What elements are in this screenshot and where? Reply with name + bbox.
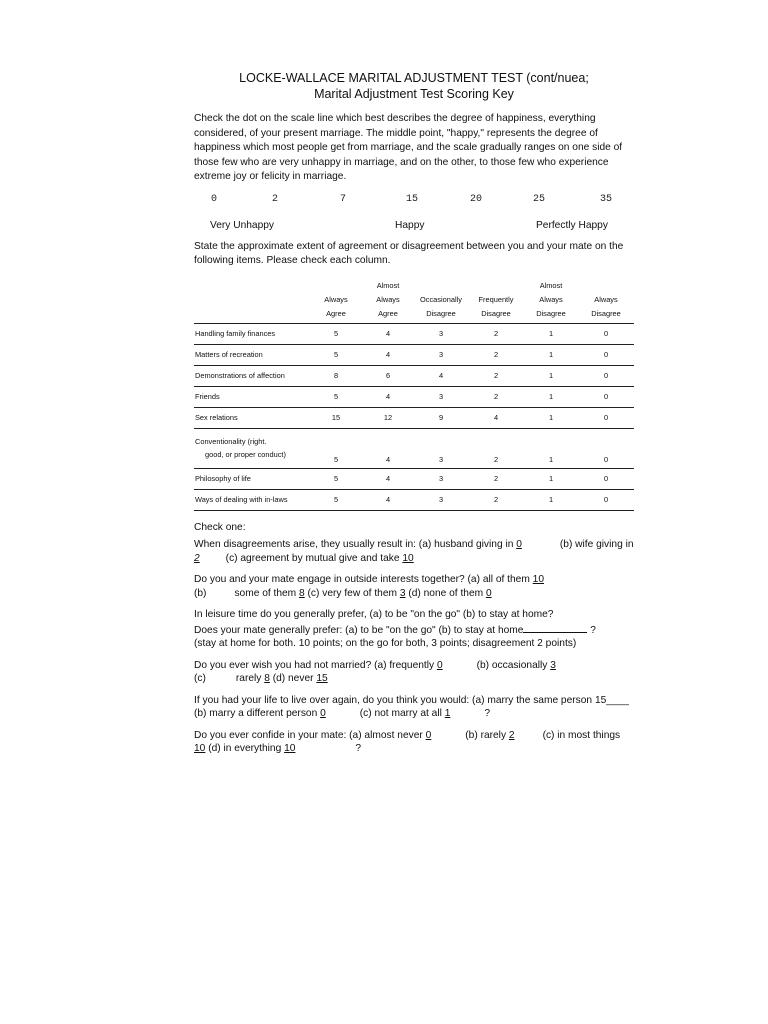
answer-value[interactable]: 15 [316, 673, 328, 684]
table-cell[interactable]: 5 [310, 323, 362, 344]
table-cell[interactable]: 3 [414, 428, 468, 468]
agreement-table [194, 279, 634, 511]
scale-point[interactable]: 7 [340, 193, 347, 205]
table-row-label [194, 428, 310, 468]
table-cell[interactable]: 3 [414, 386, 468, 407]
table-row [194, 407, 634, 428]
answer-value[interactable]: 0 [425, 729, 432, 741]
table-cell[interactable]: 3 [414, 344, 468, 365]
item-column-header [194, 279, 310, 324]
column-header-frequently-disagree: Frequently Disagree [468, 279, 524, 324]
answer-value[interactable]: 0 [436, 659, 443, 671]
table-row [194, 489, 634, 510]
table-cell[interactable]: 0 [578, 489, 634, 510]
table-cell[interactable]: 5 [310, 344, 362, 365]
table-cell[interactable]: 1 [524, 468, 578, 489]
table-cell[interactable]: 5 [310, 428, 362, 468]
scale-point[interactable]: 0 [211, 193, 218, 205]
table-cell[interactable]: 0 [578, 365, 634, 386]
answer-value[interactable]: 10 [194, 743, 206, 754]
table-cell[interactable]: 0 [578, 407, 634, 428]
happiness-scale-labels [194, 220, 634, 236]
table-cell[interactable]: 3 [414, 323, 468, 344]
table-cell[interactable]: 8 [310, 365, 362, 386]
scale-label-happy: Happy [395, 219, 425, 231]
scale-label-perfectly-happy: Perfectly Happy [536, 219, 608, 231]
question-outside-interests: Do you and your mate engage in outside interests together? (a) all of them 10 (b) some of them 8 (c) very few of them 3 (d) none of them 0 [194, 574, 545, 599]
question-disagreements: When disagreements arise, they usually result in: (a) husband giving in 0 (b) wife giving in 2 (c) agreement by mutual give and take 10 [194, 539, 634, 564]
table-row [194, 344, 634, 365]
table-cell[interactable]: 0 [578, 468, 634, 489]
table-cell[interactable]: 5 [310, 386, 362, 407]
table-cell[interactable]: 3 [414, 468, 468, 489]
table-cell[interactable]: 4 [362, 489, 414, 510]
scale-point[interactable]: 25 [533, 193, 546, 205]
answer-value[interactable]: 0 [320, 708, 326, 719]
answer-value[interactable]: 0 [516, 539, 522, 550]
table-row-label: Demonstrations of affection [194, 365, 310, 386]
table-cell[interactable]: 4 [362, 344, 414, 365]
table-row-label: Handling family finances [194, 323, 310, 344]
table-cell[interactable]: 2 [468, 468, 524, 489]
table-cell[interactable]: 6 [362, 365, 414, 386]
answer-value[interactable]: 0 [485, 587, 492, 599]
happiness-scale-points [194, 194, 634, 210]
table-cell[interactable]: 5 [310, 468, 362, 489]
table-header-row [194, 279, 634, 324]
table-cell[interactable]: 1 [524, 489, 578, 510]
title-line-2: Marital Adjustment Test Scoring Key [314, 87, 514, 101]
table-cell[interactable]: 1 [524, 344, 578, 365]
table-row-label: Sex relations [194, 407, 310, 428]
question-live-over-again: If you had your life to live over again, do you think you would: (a) marry the same person 15____ (b) marry a different person 0 (c) not marry at all 1 ? [194, 694, 629, 719]
agreement-instructions: State the approximate extent of agreement or disagreement between you and your mate on the following items. Please check each column. [194, 240, 624, 266]
column-header-always-disagree: Always Disagree [578, 279, 634, 324]
table-cell[interactable]: 4 [362, 323, 414, 344]
table-cell[interactable]: 1 [524, 365, 578, 386]
answer-value[interactable]: 2 [194, 552, 200, 564]
table-cell[interactable]: 1 [524, 386, 578, 407]
table-cell[interactable]: 1 [524, 323, 578, 344]
column-header-occasionally-disagree: Occasionally Disagree [414, 279, 468, 324]
question-leisure-preference: In leisure time do you generally prefer, (a) to be "on the go" (b) to stay at home? Does your mate generally prefer: (a) to be "on the go" (b) to stay at home ? (stay at home for both. 10 points; on the go for both, 3 points; disagreement 2 points) [194, 609, 596, 649]
table-cell[interactable]: 2 [468, 365, 524, 386]
table-cell[interactable]: 5 [310, 489, 362, 510]
table-cell[interactable]: 4 [468, 407, 524, 428]
table-row [194, 323, 634, 344]
table-cell[interactable]: 15 [310, 407, 362, 428]
table-row-label: Matters of recreation [194, 344, 310, 365]
table-cell[interactable]: 1 [524, 407, 578, 428]
title-line-1: LOCKE-WALLACE MARITAL ADJUSTMENT TEST (cont/nuea; [239, 71, 589, 85]
scale-point[interactable]: 15 [406, 193, 419, 205]
answer-value[interactable]: 2 [508, 729, 515, 741]
table-cell[interactable]: 4 [362, 468, 414, 489]
scale-point[interactable]: 20 [470, 193, 483, 205]
table-cell[interactable]: 1 [524, 428, 578, 468]
table-cell[interactable]: 3 [414, 489, 468, 510]
scale-label-very-unhappy: Very Unhappy [210, 219, 274, 231]
table-cell[interactable]: 2 [468, 489, 524, 510]
row-label-line-2: good, or proper conduct) [205, 450, 286, 459]
document-page [194, 70, 634, 756]
answer-value[interactable]: 8 [299, 587, 305, 599]
answer-blank[interactable] [523, 622, 587, 633]
table-cell[interactable]: 0 [578, 386, 634, 407]
question-confide-in-mate: Do you ever confide in your mate: (a) almost never 0 (b) rarely 2 (c) in most things 10 (d) in everything 10 ? [194, 729, 621, 754]
answer-value[interactable]: 15____ [594, 694, 629, 706]
scale-point[interactable]: 2 [272, 193, 279, 205]
column-header-always-agree: Always Agree [310, 279, 362, 324]
answer-value[interactable]: 3 [550, 659, 556, 671]
row-label-line-1: Conventionality (right. [195, 437, 267, 446]
table-cell[interactable]: 4 [414, 365, 468, 386]
table-cell[interactable]: 12 [362, 407, 414, 428]
table-cell[interactable]: 2 [468, 344, 524, 365]
answer-value[interactable]: 8 [264, 673, 270, 684]
table-row [194, 386, 634, 407]
table-row-label: Friends [194, 386, 310, 407]
table-row-label: Ways of dealing with in-laws [194, 489, 310, 510]
column-header-almost-always-disagree: Almost Always Disagree [524, 279, 578, 324]
table-cell[interactable]: 2 [468, 323, 524, 344]
answer-value[interactable]: 10 [402, 552, 414, 564]
question-wish-not-married: Do you ever wish you had not married? (a) frequently 0 (b) occasionally 3 (c) rarely 8 (d) never 15 [194, 659, 556, 684]
scale-point[interactable]: 35 [600, 193, 613, 205]
document-title [194, 70, 634, 102]
table-cell[interactable]: 0 [578, 344, 634, 365]
table-cell[interactable]: 2 [468, 386, 524, 407]
answer-value[interactable]: 3 [399, 587, 406, 599]
table-cell[interactable]: 0 [578, 323, 634, 344]
table-cell[interactable]: 4 [362, 428, 414, 468]
table-row-label: Philosophy of life [194, 468, 310, 489]
happiness-instructions: Check the dot on the scale line which best describes the degree of happiness, everything considered, of your present marriage. The middle point, "happy," represents the degree of happiness which most people get from marriage, and the scale gradually ranges on one side of those few who are very unhappy in marriage, and on the other, to those few who experience extreme joy or felicity in marriage. [194, 113, 623, 182]
table-cell[interactable]: 0 [578, 428, 634, 468]
answer-value[interactable]: 1 [444, 708, 451, 719]
answer-value[interactable]: 10 [532, 574, 545, 585]
answer-value[interactable]: 10 [284, 743, 296, 754]
table-cell[interactable]: 2 [468, 428, 524, 468]
check-one-heading: Check one: [194, 521, 246, 533]
table-row [194, 468, 634, 489]
table-row [194, 428, 634, 468]
table-cell[interactable]: 9 [414, 407, 468, 428]
column-header-almost-always-agree: Almost Always Agree [362, 279, 414, 324]
table-row [194, 365, 634, 386]
table-cell[interactable]: 4 [362, 386, 414, 407]
